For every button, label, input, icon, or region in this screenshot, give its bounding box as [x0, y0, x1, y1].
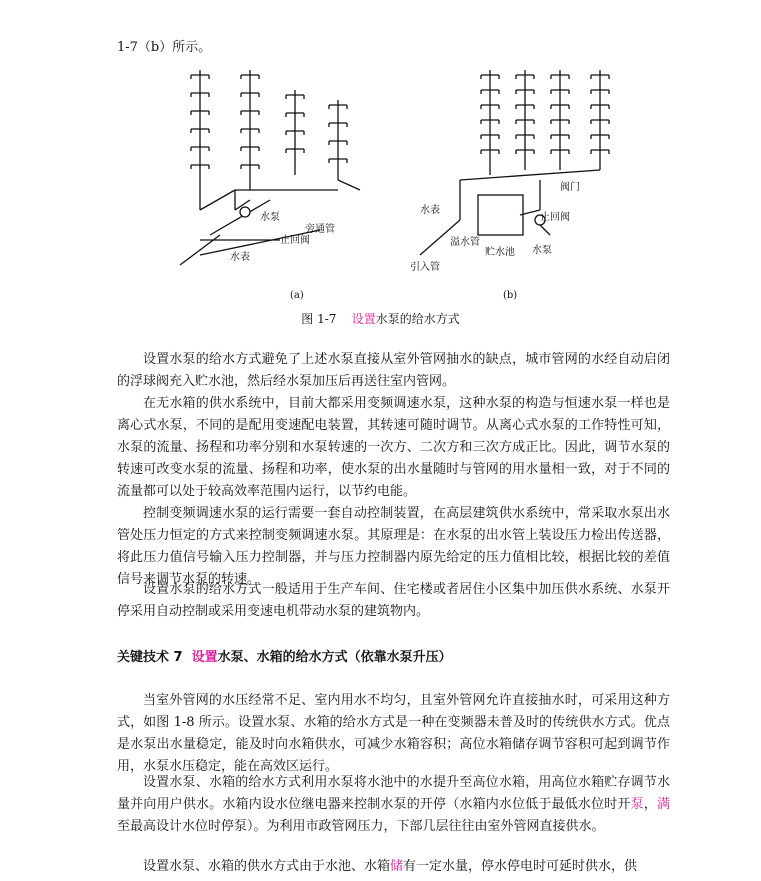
p6-highlight-1: 泵	[630, 797, 644, 812]
paragraph-2: 在无水箱的供水系统中，目前大都采用变频调速水泵，这种水泵的构造与恒速水泵一样也是离心式水泵，不同的是配用变速配电装置，其转速可随时调节。从离心式水泵的工作特性可知，水泵的流量、扬程和功率分别和水泵转速的一次方、二次方和三次方成正比。因此，调节水泵的转速可改变水泵的流量、扬程和功率，使水泵的出水量随时与管网的用水量相一致，对于不同的流量都可以处于较高效率范围内运行，以节约电能。	[117, 396, 670, 499]
section-heading	[117, 646, 452, 665]
caption-text: 水泵的给水方式	[375, 312, 460, 326]
paragraph-3: 控制变频调速水泵的运行需要一套自动控制装置，在高层建筑供水系统中，常采取水泵出水管处压力恒定的方式来控制变频调速水泵。其原理是：在水泵的出水管上装设压力检出传送器，将此压力值信号输入压力控制器，并与压力控制器内原先给定的压力值相比较，根据比较的差值信号来调节水泵的转速。	[117, 506, 670, 587]
paragraph-4: 设置水泵的给水方式一般适用于生产车间、住宅楼或者居住小区集中加压供水系统、水泵开停采用自动控制或采用变速电机带动水泵的建筑物内。	[117, 582, 670, 619]
p6-text-b: ，	[643, 797, 657, 812]
continued-text: 1-7（b）所示。	[117, 40, 212, 55]
sub-label-a: (a)	[290, 290, 304, 301]
figure-caption	[0, 310, 761, 327]
paragraph-7	[117, 856, 670, 878]
label-b-meter: 水表	[420, 205, 440, 216]
label-b-inlet: 引入管	[410, 262, 440, 273]
p7-text-b: 有一定水量，停水停电时可延时供水，供	[403, 859, 638, 874]
caption-number: 图 1-7	[301, 312, 337, 326]
label-a-pump: 水泵	[260, 212, 280, 223]
label-b-tank: 贮水池	[485, 247, 515, 258]
label-b-check-valve: 止回阀	[540, 212, 570, 223]
label-a-check-valve: 止回阀	[280, 235, 310, 246]
heading-number: 关键技术 7	[117, 650, 183, 665]
heading-title: 水泵、水箱的给水方式（依靠水泵升压）	[217, 650, 452, 665]
p7-highlight: 储	[390, 859, 404, 874]
label-a-meter: 水表	[230, 252, 250, 263]
p6-highlight-2: 满	[656, 797, 670, 812]
paragraph-6	[117, 772, 670, 838]
pump-water-supply-diagram	[160, 60, 640, 305]
p6-text-c: 至最高设计水位时停泵）。为利用市政管网压力，下部几层往往由室外管网直接供水。	[117, 819, 605, 834]
p7-text-a: 设置水泵、水箱的供水方式由于水池、水箱	[143, 859, 391, 874]
label-b-overflow: 溢水管	[450, 237, 480, 248]
p6-text-a: 设置水泵、水箱的给水方式利用水泵将水池中的水提升至高位水箱，用高位水箱贮存调节水量并向用户供水。水箱内设水位继电器来控制水泵的开停（水箱内水位低于最低水位时开	[117, 775, 670, 812]
sub-label-b: (b)	[503, 290, 518, 301]
diagram-b	[420, 70, 609, 255]
paragraph-1: 设置水泵的给水方式避免了上述水泵直接从室外管网抽水的缺点，城市管网的水经自动启闭的浮球阀充入贮水池，然后经水泵加压后再送往室内管网。	[117, 352, 670, 389]
heading-highlight: 设置	[191, 650, 218, 665]
caption-highlight: 设置	[351, 312, 376, 326]
label-b-valve: 阀门	[560, 182, 580, 193]
paragraph-5: 当室外管网的水压经常不足、室内用水不均匀，且室外管网允许直接抽水时，可采用这种方式，如图 1-8 所示。设置水泵、水箱的给水方式是一种在变频器未普及时的传统供水方式。优点是水泵出水量稳定，能及时向水箱供水，可减少水箱容积；高位水箱储存调节容积可起到调节作用，水泵水压稳定，能在高效区运行。	[117, 693, 670, 774]
figure-1-7	[160, 60, 640, 305]
label-a-bypass: 旁通管	[305, 224, 335, 235]
diagram-a	[180, 70, 360, 265]
label-b-pump: 水泵	[532, 245, 552, 256]
